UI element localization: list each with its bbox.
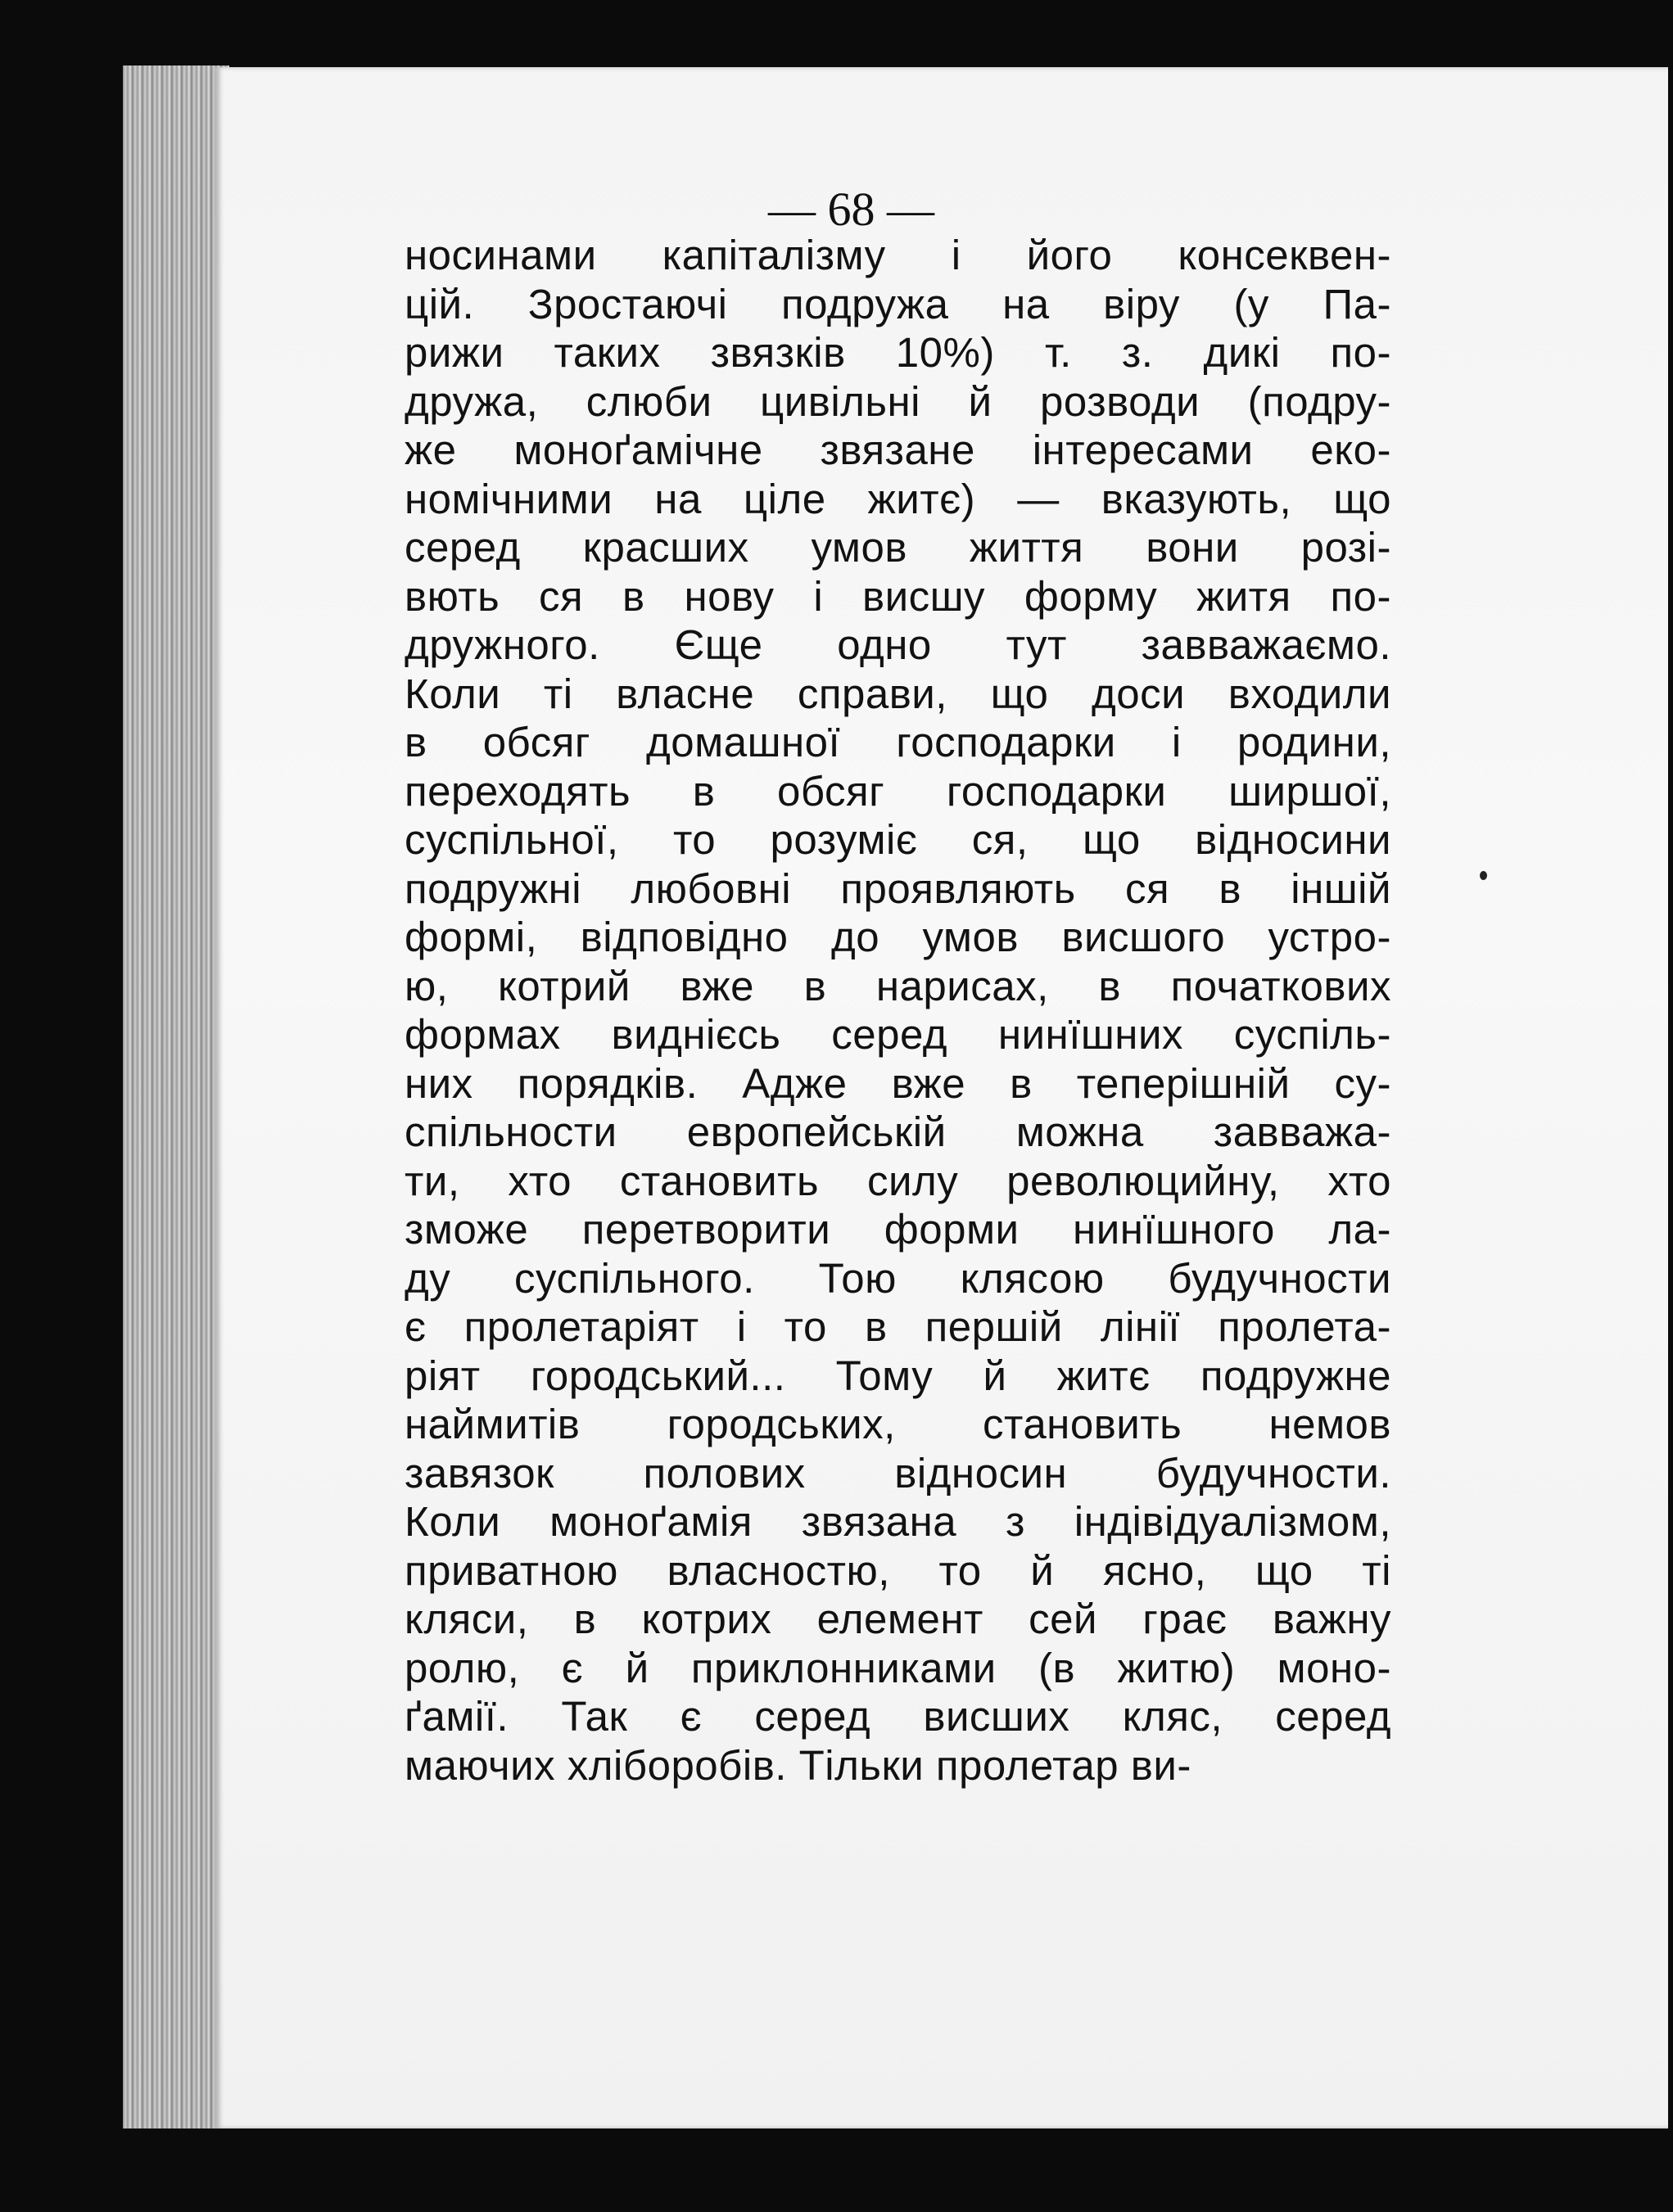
page-number: — 68 — xyxy=(768,183,934,236)
text-line: приватною власностю, то й ясно, що ті xyxy=(405,1546,1391,1594)
page-edges xyxy=(123,65,229,2128)
text-line: номічними на ціле житє) — вказують, що xyxy=(405,475,1391,522)
text-line: подружні любовні проявляють ся в іншій xyxy=(405,864,1391,912)
text-line: дружа, слюби цивільні й розводи (подру- xyxy=(405,377,1391,425)
text-line: ґамії. Так є серед висших кляс, серед xyxy=(405,1693,1391,1740)
text-line: є пролетаріят і то в першій лінії пролета- xyxy=(405,1303,1391,1350)
text-line: зможе перетворити форми нинїшного ла- xyxy=(405,1206,1391,1253)
text-line: рижи таких звязків 10%) т. з. дикі по- xyxy=(405,329,1391,376)
text-line: них порядків. Адже вже в теперішній су- xyxy=(405,1059,1391,1107)
text-line: кляси, в котрих елемент сей грає важну xyxy=(405,1596,1391,1642)
text-line: ролю, є й приклонниками (в житю) моно- xyxy=(405,1644,1391,1691)
text-line: носинами капіталізму і його консеквен- xyxy=(405,232,1391,278)
text-line: же моноґамічне звязане інтересами еко- xyxy=(405,427,1391,473)
text-line: ю, котрий вже в нарисах, в початкових xyxy=(405,962,1391,1009)
text-line: ріят городський... Тому й житє подружне xyxy=(405,1352,1391,1399)
text-line: ти, хто становить силу революцийну, хто xyxy=(405,1157,1391,1204)
text-line: суспільної, то розуміє ся, що відносини xyxy=(405,816,1391,863)
text-line: формі, відповідно до умов висшого устро- xyxy=(405,914,1391,960)
dust-speck xyxy=(1480,871,1487,880)
text-line: ду суспільного. Тою клясою будучности xyxy=(405,1254,1391,1302)
text-line: цій. Зростаючі подружа на віру (у Па- xyxy=(405,280,1391,327)
book-page xyxy=(215,67,1668,2128)
text-line: переходять в обсяг господарки ширшої, xyxy=(405,767,1391,815)
text-line: Коли ті власне справи, що доси входили xyxy=(405,670,1391,717)
text-line: серед красших умов життя вони розі- xyxy=(405,524,1391,571)
text-line: формах виднієсь серед нинїшних суспіль- xyxy=(405,1011,1391,1058)
text-line: спільности европейській можна завважа- xyxy=(405,1108,1391,1155)
text-line: маючих хліборобів. Тільки пролетар ви- xyxy=(405,1741,1191,1789)
body-text xyxy=(405,231,1391,1790)
text-line: в обсяг домашної господарки і родини, xyxy=(405,719,1391,765)
text-line: завязок полових відносин будучности. xyxy=(405,1449,1391,1496)
text-line: Коли моноґамія звязана з індівідуалізмом, xyxy=(405,1498,1391,1545)
scan-border xyxy=(123,2128,1673,2212)
text-line: дружного. Єще одно тут завважаємо. xyxy=(405,621,1391,668)
text-line: наймитів городських, становить немов xyxy=(405,1401,1391,1447)
text-line: вють ся в нову і висшу форму житя по- xyxy=(405,572,1391,620)
